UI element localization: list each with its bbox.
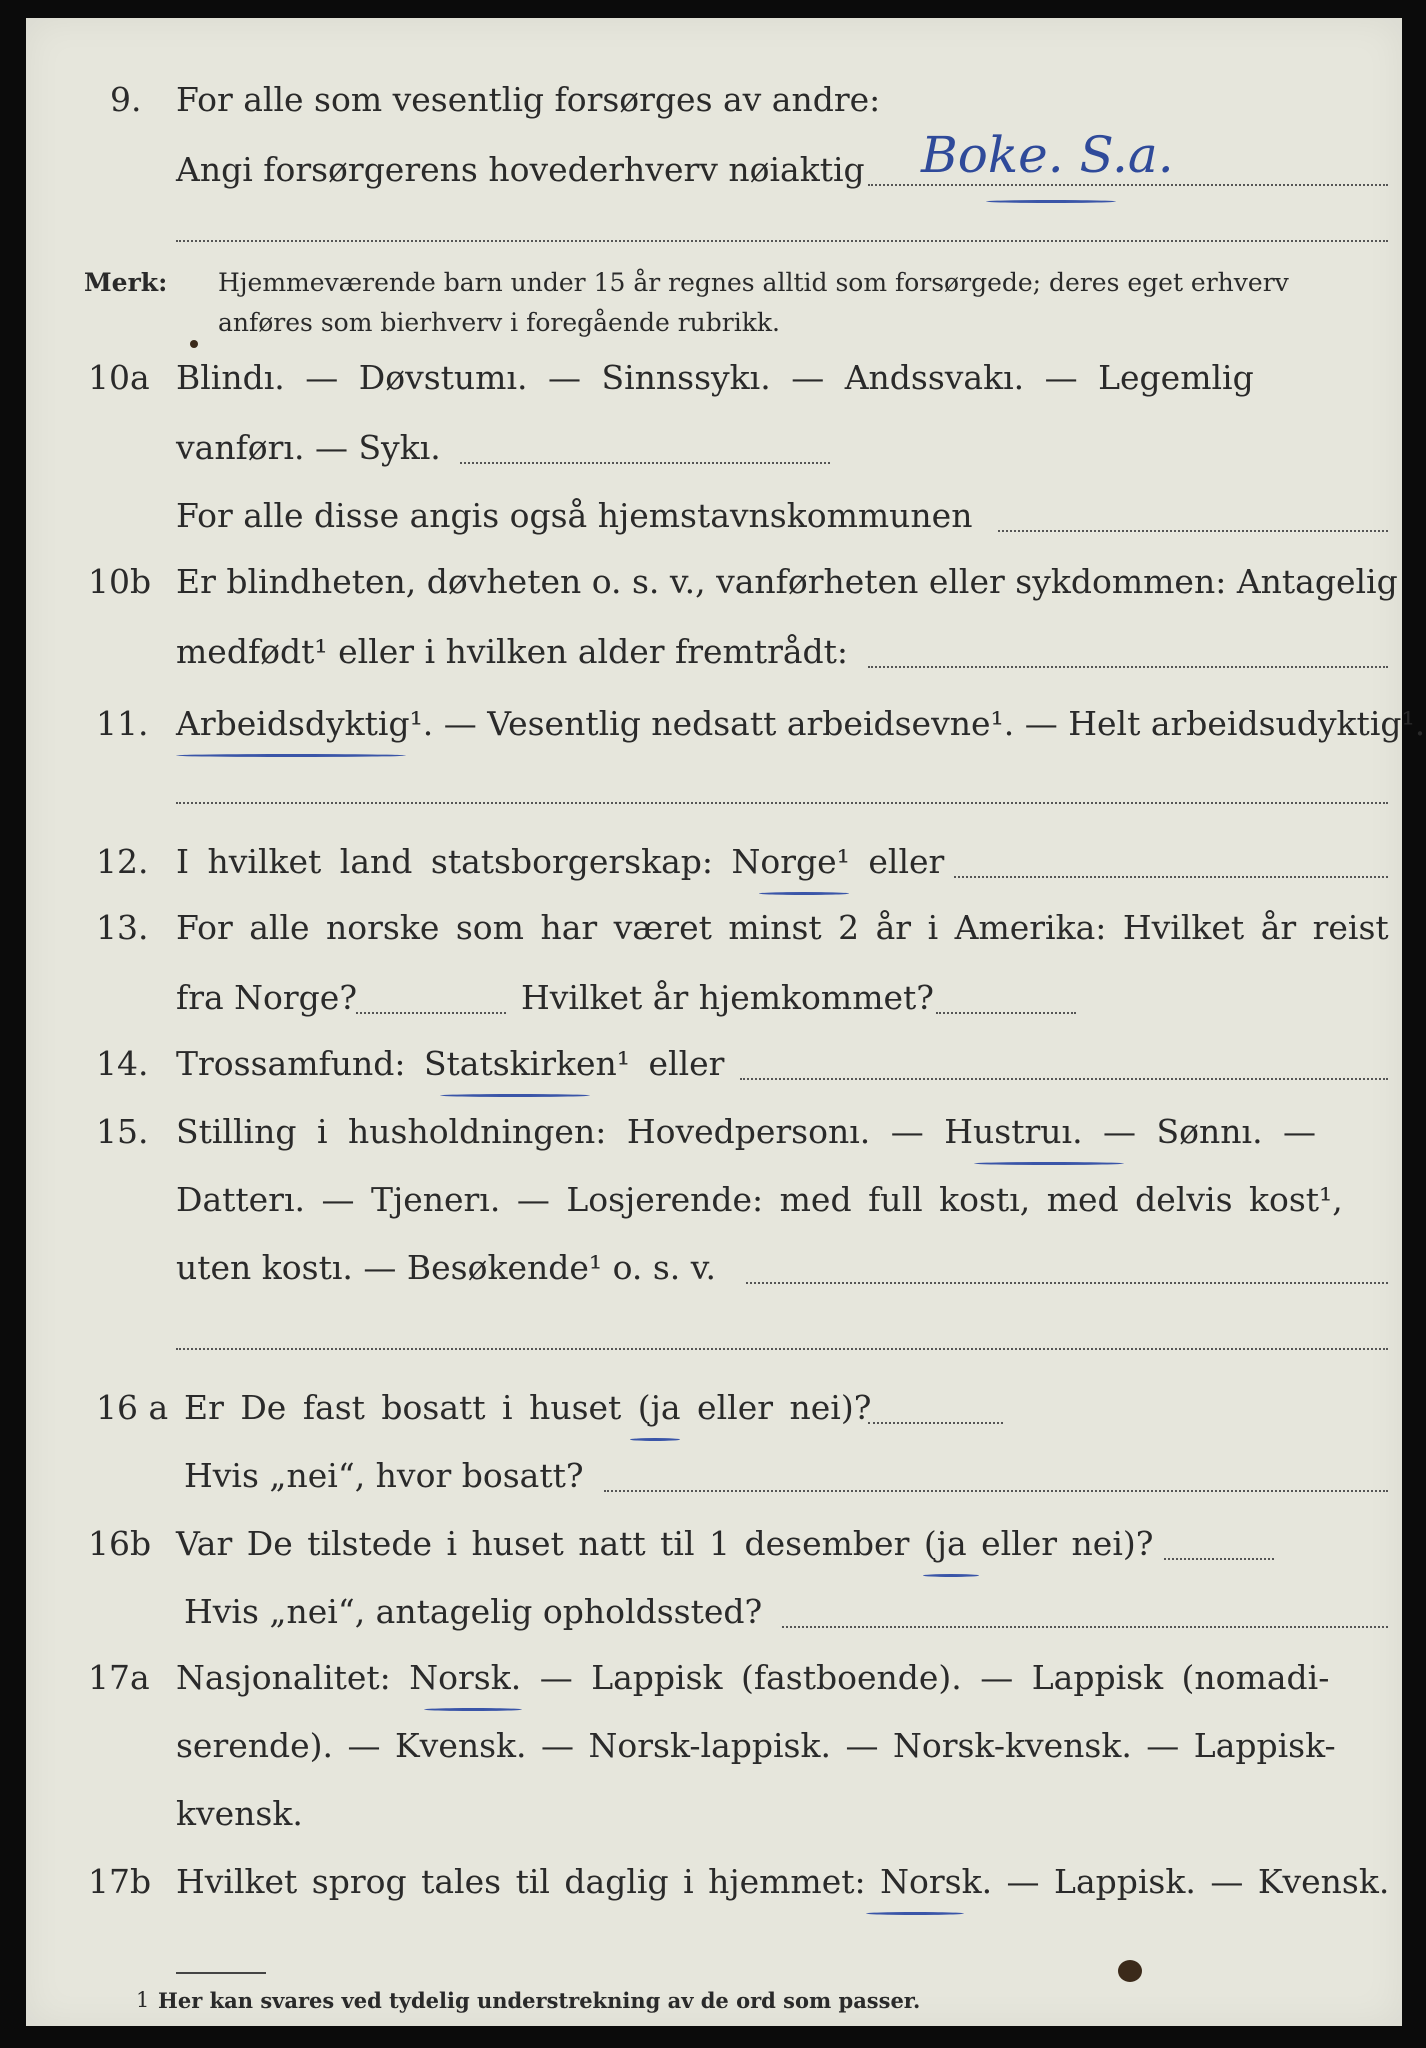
question-text: For alle norske som har været minst 2 år i Amerika: Hvilket år reist [176, 908, 1389, 947]
question-text: medfødt¹ eller i hvilken alder fremtrådt: [176, 632, 849, 671]
question-text: Nasjonalitet: Norsk. — Lappisk (fastboende). — Lappisk (nomadi- [176, 1658, 1330, 1697]
handwritten-underline [176, 754, 406, 757]
question-text: Hvilket år hjemkommet? [521, 978, 934, 1017]
question-number: 16 a [96, 1388, 169, 1427]
question-text: serende). — Kvensk. — Norsk-lappisk. — Norsk-kvensk. — Lappisk- [176, 1726, 1336, 1765]
question-text: For alle som vesentlig forsørges av andre: [176, 80, 881, 119]
answer-line [1164, 1558, 1274, 1560]
question-text: Var De tilstede i huset natt til 1 desember (ja eller nei)? [176, 1524, 1154, 1563]
question-number: 9. [110, 80, 142, 119]
answer-line [176, 802, 1388, 804]
answer-line [176, 1348, 1388, 1350]
answer-line [460, 462, 830, 464]
footnote-mark: 1 [136, 1988, 150, 2012]
question-number: 17b [88, 1862, 152, 1901]
question-number: 16b [88, 1524, 152, 1563]
question-text: kvensk. [176, 1794, 303, 1833]
handwritten-underline [440, 1094, 590, 1097]
note-text: anføres som bierhverv i foregående rubrikk. [218, 308, 780, 337]
question-text: For alle disse angis også hjemstavnskommunen [176, 496, 973, 535]
question-text: Er blindheten, døvheten o. s. v., vanførheten eller sykdommen: Antagelig [176, 562, 1398, 601]
question-number: 12. [96, 842, 149, 881]
question-text: Arbeidsdyktig¹. — Vesentlig nedsatt arbeidsevne¹. — Helt arbeidsudyktig¹. [176, 704, 1426, 743]
question-number: 10b [88, 562, 152, 601]
question-text: Blindı. — Døvstumı. — Sinnssykı. — Andssvakı. — Legemlig [176, 358, 1254, 397]
answer-line [936, 1012, 1076, 1014]
handwritten-underline [986, 200, 1116, 203]
footnote-rule [176, 1972, 266, 1974]
question-text: fra Norge? [176, 978, 358, 1017]
note-text: Hjemmeværende barn under 15 år regnes alltid som forsørgede; deres eget erhverv [218, 268, 1289, 297]
answer-line [868, 666, 1388, 668]
question-number: 13. [96, 908, 149, 947]
answer-line [782, 1626, 1388, 1628]
question-text: Hvilket sprog tales til daglig i hjemmet: Norsk. — Lappisk. — Kvensk. [176, 1862, 1390, 1901]
answer-line [954, 876, 1388, 878]
question-text: Trossamfund: Statskirken¹ eller [176, 1044, 725, 1083]
handwritten-underline [866, 1912, 964, 1915]
handwritten-underline [759, 892, 849, 895]
census-form-page [26, 18, 1426, 2026]
ink-spot [190, 340, 198, 348]
question-number: 10a [88, 358, 150, 397]
question-text: uten kostı. — Besøkende¹ o. s. v. [176, 1248, 717, 1287]
handwritten-underline [923, 1574, 979, 1577]
answer-line [746, 1282, 1388, 1284]
question-text: Angi forsørgerens hovederhverv nøiaktig [176, 150, 865, 189]
question-text: Stilling i husholdningen: Hovedpersonı. — Hustruı. — Sønnı. — [176, 1112, 1317, 1151]
question-number: 15. [96, 1112, 149, 1151]
footnote-text: Her kan svares ved tydelig understrekning av de ord som passer. [158, 1988, 921, 2013]
answer-line [176, 240, 1388, 242]
answer-line [604, 1490, 1388, 1492]
question-text: Hvis „nei“, antagelig opholdssted? [184, 1592, 763, 1631]
question-number: 17a [88, 1658, 150, 1697]
question-text: Datterı. — Tjenerı. — Losjerende: med full kostı, med delvis kost¹, [176, 1180, 1343, 1219]
question-text: vanførı. — Sykı. [176, 428, 441, 467]
handwritten-underline [424, 1708, 522, 1711]
question-text: Er De fast bosatt i huset (ja eller nei)? [184, 1388, 872, 1427]
answer-line [868, 1422, 1003, 1424]
question-text: I hvilket land statsborgerskap: Norge¹ eller [176, 842, 945, 881]
handwritten-answer: Boke. S.a. [921, 126, 1174, 184]
answer-line [998, 530, 1388, 532]
answer-line [740, 1078, 1388, 1080]
handwritten-underline [630, 1438, 680, 1441]
answer-line [356, 1012, 506, 1014]
question-number: 14. [96, 1044, 149, 1083]
handwritten-underline [974, 1162, 1124, 1165]
question-number: 11. [96, 704, 149, 743]
answer-line [868, 184, 1388, 186]
ink-spot [1118, 1960, 1142, 1982]
question-text: Hvis „nei“, hvor bosatt? [184, 1456, 584, 1495]
note-label: Merk: [84, 268, 168, 297]
